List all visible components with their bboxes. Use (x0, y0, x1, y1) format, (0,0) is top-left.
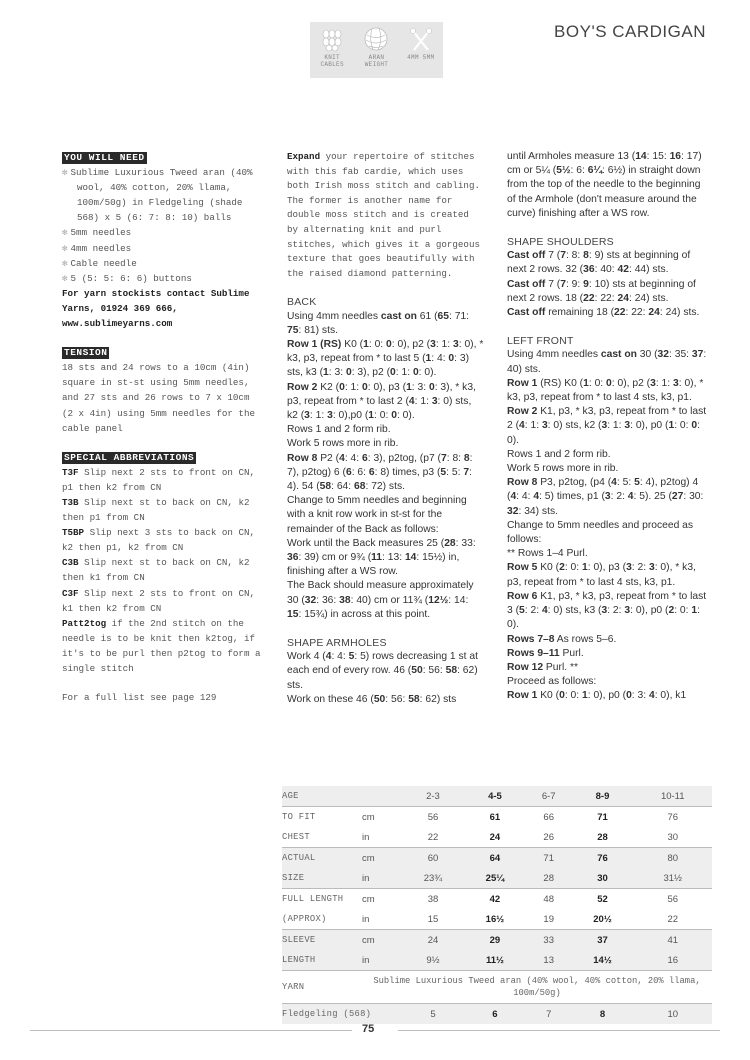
full-list-note: For a full list see page 129 (62, 692, 217, 704)
table-cell: 22 (427, 831, 439, 843)
icon-label: ARAN WEIGHT (364, 54, 389, 68)
page-title: BOY'S CARDIGAN (554, 22, 706, 41)
abbreviation: T5BP Slip next 3 sts to back on CN, k2 then p1, k2 from CN (62, 527, 255, 554)
table-row (282, 827, 712, 848)
table-cell: 66 (526, 807, 572, 828)
table-cell: 64 (464, 848, 526, 869)
table-cell: 28 (597, 831, 608, 843)
table-cell: 5 (402, 1004, 464, 1025)
table-cell: 2-3 (402, 786, 464, 807)
table-cell: 76 (572, 848, 634, 869)
table-label: FULL LENGTH (282, 889, 362, 910)
list-item: ✻ 5 (5: 5: 6: 6) buttons (62, 272, 192, 284)
table-cell: 33 (526, 930, 572, 951)
yarn-ball-icon (363, 26, 389, 52)
table-cell: 61 (464, 807, 526, 828)
tension-text: 18 sts and 24 rows to a 10cm (4in) square in st-st using 5mm needles, and 27 sts and 26 rows to 7 x 10cm (2 x 4in) using 5mm needles for the cable panel (62, 362, 255, 434)
abbreviation: T3F Slip next 2 sts to front on CN, p1 then k2 from CN (62, 466, 255, 493)
abbreviation: T3B Slip next st to back on CN, k2 then p1 from CN (62, 496, 250, 524)
table-cell: 48 (526, 889, 572, 910)
footer-rule-left (30, 1030, 352, 1031)
table-cell: 11½ (464, 950, 526, 971)
table-cell: 13 (526, 950, 572, 971)
table-cell: 8 (572, 1004, 634, 1025)
snowflake-icon: ✻ (62, 242, 68, 254)
table-unit: in (362, 950, 402, 971)
table-cell: 24 (489, 831, 501, 843)
table-label: TO FIT (282, 807, 362, 828)
snowflake-icon: ✻ (62, 227, 68, 239)
needs-list (62, 165, 262, 286)
table-cell: 30 (572, 868, 634, 889)
table-unit: cm (362, 930, 402, 951)
table-label: Fledgeling (568) (282, 1004, 402, 1025)
table-unit: in (362, 831, 370, 843)
table-cell: 4-5 (464, 786, 526, 807)
instructions-column-2 (507, 150, 707, 704)
table-cell: 56 (633, 889, 712, 910)
table-row (282, 889, 712, 910)
table-cell: 14½ (572, 950, 634, 971)
table-cell: 52 (572, 889, 634, 910)
table-cell: 76 (633, 807, 712, 828)
table-cell: 9½ (402, 950, 464, 971)
table-cell: 31½ (633, 868, 712, 889)
table-cell: 7 (526, 1004, 572, 1025)
armholes-continued: until Armholes measure 13 (14: 15: 16: 17) cm or 5¼ (5½: 6: 6¼: 6½) in straight down from the top of the needle to the beginning of the Armhole (don't measure around the curve) finishing after a WS row. (507, 151, 702, 219)
shape-shoulders-heading: SHAPE SHOULDERS (507, 236, 614, 249)
table-cell: 41 (633, 930, 712, 951)
table-cell: 10 (633, 1004, 712, 1025)
table-cell: 15 (427, 913, 439, 925)
yarn-description: Sublime Luxurious Tweed aran (40% wool, 40% cotton, 20% llama, 100m/50g) (362, 971, 712, 1004)
table-unit: in (362, 868, 402, 889)
table-cell: 6-7 (526, 786, 572, 807)
knit-cables-icon (319, 26, 345, 52)
table-cell: 56 (402, 807, 464, 828)
abbreviation: C3F Slip next 2 sts to front on CN, k1 then k2 from CN (62, 587, 255, 614)
icon-needles (401, 26, 441, 74)
table-row-age (282, 786, 712, 807)
table-unit: cm (362, 848, 402, 869)
table-cell: 28 (526, 868, 572, 889)
icon-knit-cables (312, 26, 352, 74)
size-table (282, 786, 712, 1024)
instructions-column-1 (287, 150, 485, 707)
armholes-instructions: Work 4 (4: 4: 5: 5) rows decreasing 1 st at each end of every row. 46 (50: 56: 58: 62) sts. Work on these 46 (50: 56: 58: 62) sts (287, 651, 478, 705)
table-label: LENGTH (282, 950, 362, 971)
footer-rule-right (398, 1030, 720, 1031)
icon-label: KNIT CABLES (320, 54, 344, 68)
table-cell: 29 (464, 930, 526, 951)
snowflake-icon: ✻ (62, 257, 68, 269)
table-unit: cm (362, 807, 402, 828)
table-label: SIZE (282, 868, 362, 889)
list-item: ✻ 5mm needles (62, 227, 132, 239)
icon-aran-weight (356, 26, 396, 74)
snowflake-icon: ✻ (62, 272, 68, 284)
page-number: 75 (362, 1023, 375, 1035)
snowflake-icon: ✻ (62, 167, 68, 179)
table-cell: 38 (402, 889, 464, 910)
table-label: (APPROX) (282, 914, 327, 924)
table-cell: 60 (402, 848, 464, 869)
abbreviation: C3B Slip next st to back on CN, k2 then k1 from CN (62, 557, 250, 584)
table-label: CHEST (282, 832, 310, 842)
shape-armholes-heading: SHAPE ARMHOLES (287, 637, 387, 650)
list-item: ✻ Cable needle (62, 257, 137, 269)
table-cell: 16½ (485, 913, 505, 925)
table-row (282, 868, 712, 889)
table-cell: 37 (572, 930, 634, 951)
table-cell: 71 (572, 807, 634, 828)
table-cell: 30 (667, 831, 679, 843)
table-cell: 24 (402, 930, 464, 951)
table-cell: 26 (543, 831, 554, 843)
icon-label: 4MM 5MM (407, 54, 435, 61)
table-unit: cm (362, 889, 402, 910)
table-row (282, 807, 712, 828)
materials-column (62, 150, 262, 705)
needles-icon (408, 26, 434, 52)
left-front-heading: LEFT FRONT (507, 335, 574, 348)
special-abbreviations-heading: SPECIAL ABBREVIATIONS (64, 451, 195, 463)
table-cell: 8-9 (572, 786, 634, 807)
abbreviation: Patt2tog if the 2nd stitch on the needle is to be knit then k2tog, if it's to be purl then p2tog to form a single stitch (62, 617, 261, 674)
stockists-text: For yarn stockists contact Sublime Yarns, 01924 369 666, www.sublimeyarns.com (62, 287, 250, 330)
table-cell: 20½ (593, 913, 612, 925)
table-row (282, 950, 712, 971)
table-unit: in (362, 913, 370, 925)
table-cell: 23¾ (402, 868, 464, 889)
table-cell: 16 (633, 950, 712, 971)
table-cell: 71 (526, 848, 572, 869)
list-item: ✻ 4mm needles (62, 242, 132, 254)
table-row (282, 909, 712, 930)
table-row (282, 848, 712, 869)
table-row (282, 930, 712, 951)
table-cell: 42 (464, 889, 526, 910)
tension-heading: TENSION (64, 347, 108, 359)
table-row-yarn (282, 971, 712, 1004)
table-cell: 25¼ (464, 868, 526, 889)
table-cell: 6 (464, 1004, 526, 1025)
table-label: YARN (282, 971, 362, 1004)
list-item: ✻ Sublime Luxurious Tweed aran (40% wool, 40% cotton, 20% llama, 100m/50g) in Fledgeling (shade 568) x 5 (6: 7: 8: 10) balls (62, 167, 253, 224)
intro-text: Expand your repertoire of stitches with this fab cardie, which uses both Irish moss stitch and cabling. The former is another name for double moss stitch and is created by alternating knit and purl stitches, which gives it a gorgeous texture that goes beautifully with the raised diamond patterning. (287, 151, 480, 279)
table-label: AGE (282, 786, 362, 807)
you-will-need-heading: YOU WILL NEED (64, 152, 145, 163)
table-cell: 10-11 (633, 786, 712, 807)
pattern-icons (310, 22, 443, 78)
back-instructions: Using 4mm needles cast on 61 (65: 71: 75: 81) sts. Row 1 (RS) K0 (1: 0: 0: 0), p2 (3: 1: 3: 0), * k3, p3, repeat from * to last 5 (1: 4: 0: 3) sts, k3 (1: 3: 0: 3), p2 (0: 1: 0: 0). Row 2 K2 (0: 1: 0: 0), p3 (1: 3: 0: 3), * k3, p3, repeat from * to last 2 (4: 1: 3: 0) sts, k2 (3: 1: 3: 0),p0 (1: 0: 0: 0). Rows 1 and 2 form rib. Work 5 rows more in rib. Row 8 P2 (4: 4: 6: 3), p2tog, (p7 (7: 8: 8: 7), p2tog) 6 (6: 6: 6: 8) times, p3 (5: 5: 7: 4). 54 (58: 64: 68: 72) sts. Change to 5mm needles and beginning with a knit row work in st-st for the remainder of the Back as follows: Work until the Back measures 25 (28: 33: 36: 39) cm or 9¾ (11: 13: 14: 15½) in, finishing after a WS row. The Back should measure approximately 30 (32: 36: 38: 40) cm or 11¾ (12½: 14: 15: 15¾) in across at this point. (287, 310, 484, 620)
table-label: SLEEVE (282, 930, 362, 951)
table-row-shade (282, 1004, 712, 1025)
table-cell: 22 (667, 913, 679, 925)
table-cell: 80 (633, 848, 712, 869)
left-front-instructions: Using 4mm needles cast on 30 (32: 35: 37: 40) sts. Row 1 (RS) K0 (1: 0: 0: 0), p2 (3: 1: 3: 0), * k3, p3, repeat from * to last 4 sts, k3, p1. Row 2 K1, p3, * k3, p3, repeat from * to last 2 (4: 1: 3: 0) sts, k2 (3: 1: 3: 0), p0 (1: 0: 0: 0). Rows 1 and 2 form rib. Work 5 rows more in rib. Row 8 P3, p2tog, (p4 (4: 5: 5: 4), p2tog) 4 (4: 4: 4: 5) times, p1 (3: 2: 4: 5). 25 (27: 30: 32: 34) sts. Change to 5mm needles and proceed as follows: ** Rows 1–4 Purl. Row 5 K0 (2: 0: 1: 0), p3 (3: 2: 3: 0), * k3, p3, repeat from * to last 4 sts, k3, p1. Row 6 K1, p3, * k3, p3, repeat from * to last 3 (5: 2: 4: 0) sts, k3 (3: 2: 3: 0), p0 (2: 0: 1: 0). Rows 7–8 As rows 5–6. Rows 9–11 Purl. Row 12 Purl. ** Proceed as follows: Row 1 K0 (0: 0: 1: 0), p0 (0: 3: 4: 0), k1 (507, 349, 707, 702)
table-label: ACTUAL (282, 848, 362, 869)
shoulders-instructions: Cast off 7 (7: 8: 8: 9) sts at beginning of next 2 rows. 32 (36: 40: 42: 44) sts. Cast off 7 (7: 9: 9: 10) sts at beginning of next 2 rows. 18 (22: 22: 24: 24) sts. Cast off remaining 18 (22: 22: 24: 24) sts. (507, 250, 700, 319)
table-cell: 19 (543, 913, 554, 925)
back-heading: BACK (287, 296, 317, 309)
